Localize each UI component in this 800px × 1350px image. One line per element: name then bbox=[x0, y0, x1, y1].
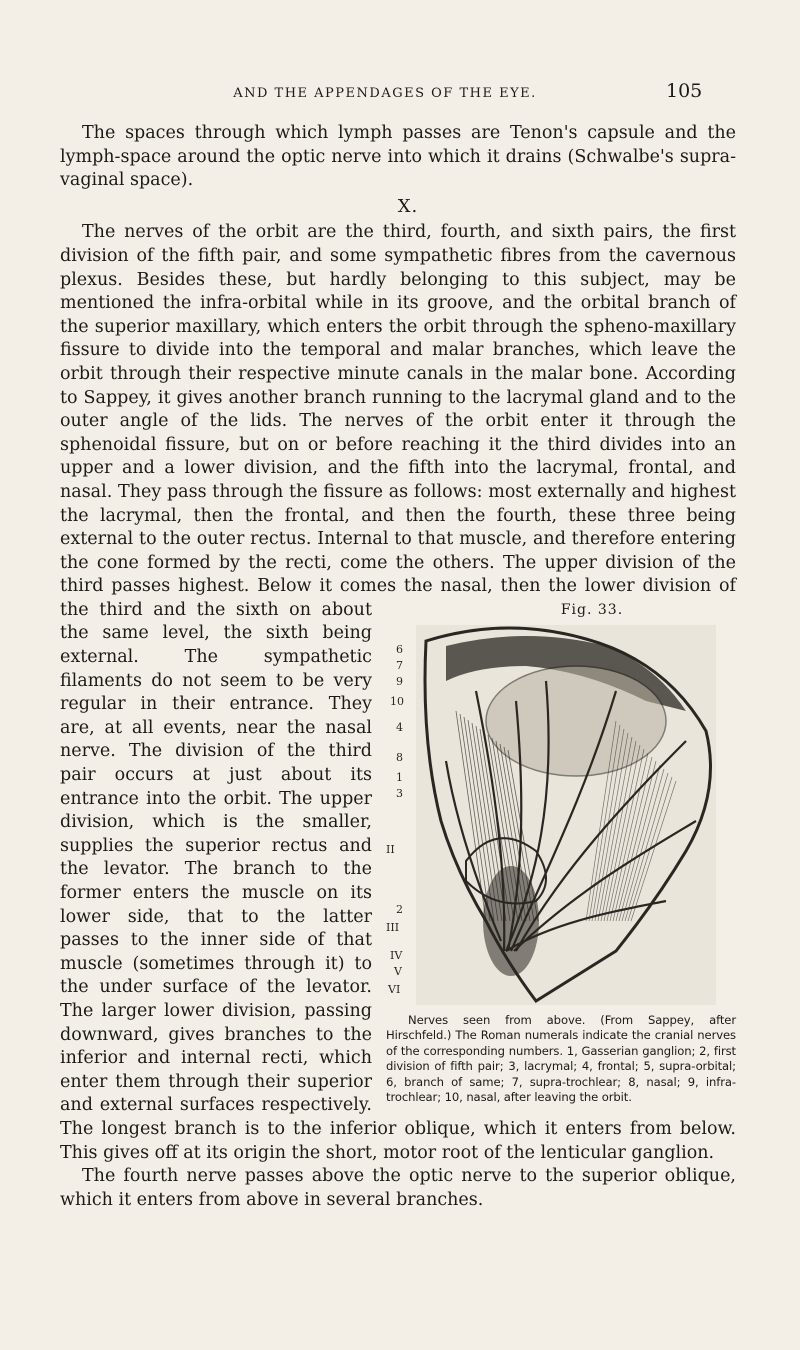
gasserian-ganglion bbox=[483, 866, 539, 976]
paragraph-orbital-nerves-text bbox=[60, 222, 736, 1162]
figure-number-label: 4 bbox=[396, 720, 403, 734]
figure-33 bbox=[386, 599, 736, 1105]
figure-number-label: 8 bbox=[396, 750, 403, 764]
figure-number-label: 10 bbox=[390, 694, 404, 708]
paragraph-lymph-spaces: The spaces through which lymph passes are Tenon's capsule and the lymph-space around the optic nerve into which it drains (Schwalbe's supra-vaginal space). bbox=[60, 123, 736, 191]
running-head: AND THE APPENDAGES OF THE EYE. bbox=[233, 86, 537, 101]
figure-number-label: IV bbox=[390, 948, 403, 962]
paragraph-orbital-nerves bbox=[60, 221, 736, 1165]
paragraph-orbital-nerves-part-1: The nerves of the orbit are the third, fourth, and sixth pairs, the first division of the fifth pair, and some sympathetic fibres from the cavernous plexus. Besides these, but hardly belonging to this subject, may be mentioned the infra-orbital while in its groove, and the orbital branch of the superior maxillary, which enters the orbit through the spheno-maxillary fissure to divide into the temporal and malar branches, which leave the orbit through their respective minute canals in the malar bone. According to Sappey, it gives another branch running to the lacrymal gland and to the outer angle of the lids. The nerves of the orbit enter it through the sphenoidal fissure, but on or before reaching it the third divides into an upper and a lower division, and the fifth into the lacrymal, frontal, and nasal. They pass through the fissure as follows: most externally and highest the lacrymal, then the frontal, and then the fourth, these three being external to the outer rectus. Internal to that muscle, and therefore entering the cone formed by the recti, come the others. The upper division of the third passes highest. Below it comes the nasal, then the lower division of the third bbox=[60, 222, 736, 620]
figure-label: Fig. 33. bbox=[560, 601, 624, 618]
nerve-illustration bbox=[386, 621, 736, 1011]
figure-number-label: III bbox=[386, 920, 400, 934]
figure-number-label: 1 bbox=[396, 770, 403, 784]
figure-number-label: 6 bbox=[396, 642, 403, 656]
figure-number-label: 3 bbox=[396, 786, 403, 800]
paragraph-orbital-nerves-part-2: and the sixth on about the same level, the sixth being external. The sympathetic filaments do not seem to be very regular in their entrance. They are, at all events, near the nasal nerve. The division of the third pair occurs at just about its entrance into the orbit. The upper division, which is the smaller, supplies the superior rectus and the levator. The branch to the former enters the muscle on its lower side, that to the latter passes to the inner side of that muscle (sometimes through it) to the under surface of the levator. The larger lower division, passing downward, gives branches to the inferior and internal recti, which enter them through their superior and external surfaces respectively. The longest branch is to the inferior oblique, which it enters from below. This gives off at its origin the short, motor root of the lenticular ganglion. bbox=[60, 599, 736, 1163]
paragraph-fourth-nerve: The fourth nerve passes above the optic nerve to the superior oblique, which it enters from above in several branches. bbox=[60, 1166, 736, 1210]
figure-number-label: II bbox=[386, 842, 395, 856]
figure-number-label: 2 bbox=[396, 902, 403, 916]
eyeball-region bbox=[486, 666, 666, 776]
figure-caption: Nerves seen from above. (From Sappey, after Hirschfeld.) The Roman numerals indicate the cranial nerves of the corresponding numbers. 1, Gasserian ganglion; 2, first division of fifth pair; 3, lacrymal; 4, frontal; 5, supra-orbital; 6, branch of same; 7, supra-trochlear; 8, nasal; 9, infra-trochlear; 10, nasal, after leaving the orbit. bbox=[386, 1012, 736, 1104]
text-block bbox=[60, 122, 736, 1212]
figure-number-label: V bbox=[394, 964, 402, 978]
figure-number-label: 9 bbox=[396, 674, 403, 688]
figure-number-label: VI bbox=[388, 982, 401, 996]
figure-number-label: 7 bbox=[396, 658, 403, 672]
page-number: 105 bbox=[666, 80, 703, 102]
section-number: X. bbox=[397, 195, 419, 217]
